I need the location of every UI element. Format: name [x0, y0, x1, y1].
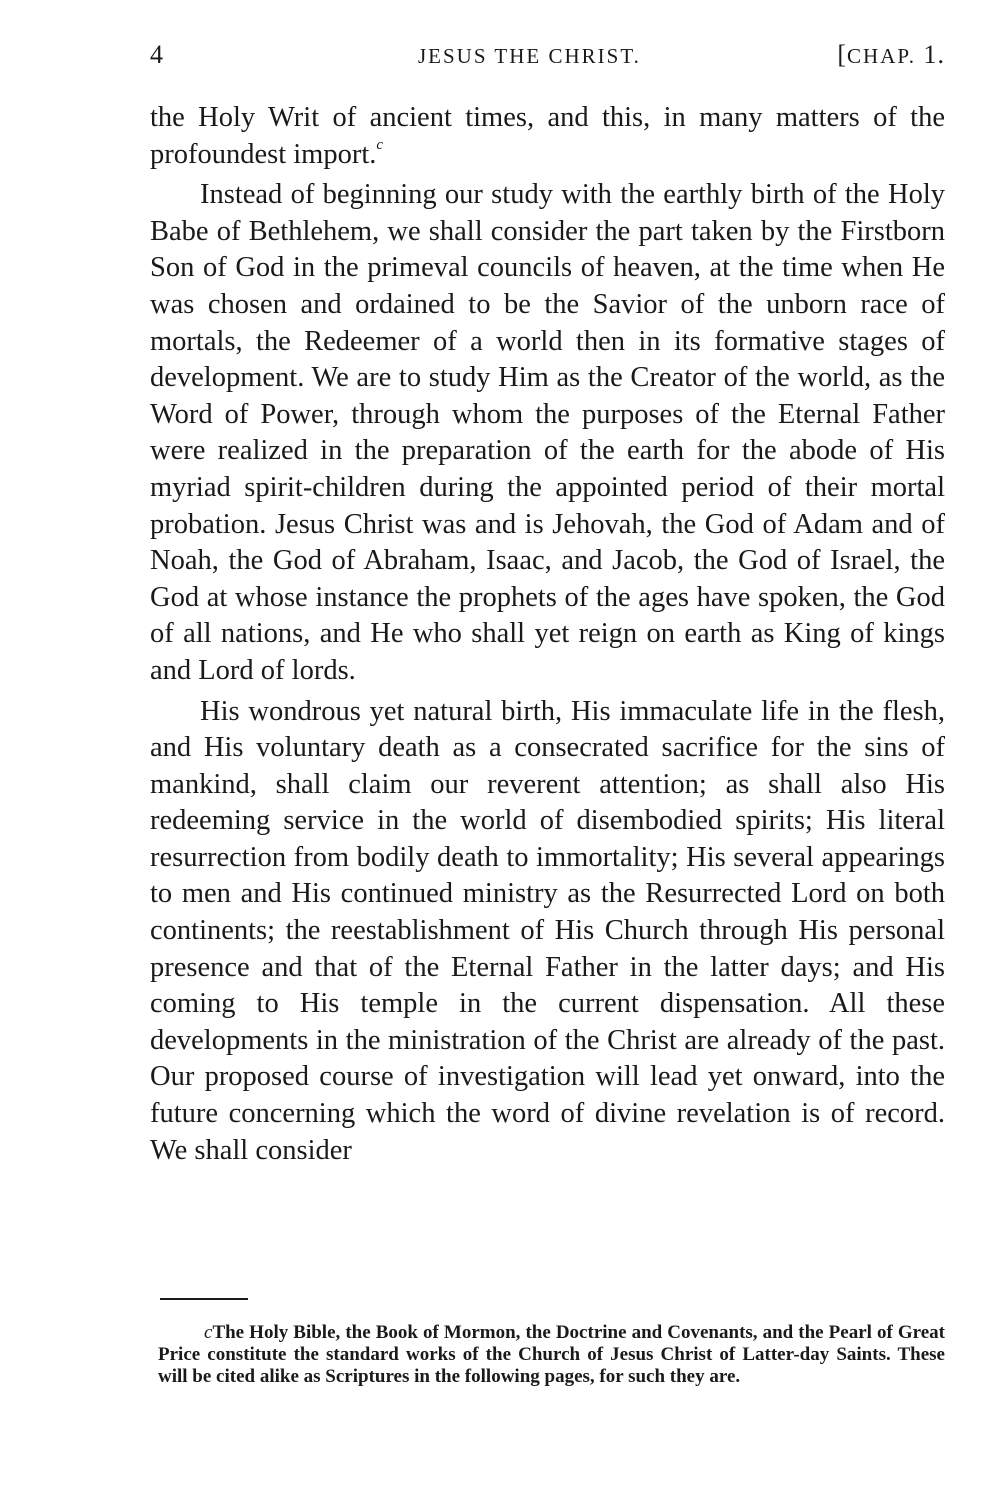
footnote [158, 1322, 945, 1388]
body-text [150, 100, 945, 1169]
chapter-indicator [837, 40, 945, 70]
chapter-label: CHAP. [847, 44, 916, 68]
paragraph-text: the Holy Writ of ancient times, and this, in many matters of the profoundest import. [150, 102, 945, 170]
page-number: 4 [150, 40, 164, 69]
paragraph-continued [150, 100, 945, 173]
chapter-number: 1. [923, 40, 945, 69]
chapter-bracket: [ [837, 40, 848, 69]
footnote-divider [160, 1298, 248, 1300]
footnote-text: The Holy Bible, the Book of Mormon, the Doctrine and Covenants, and the Pearl of Great Price constitute the standard works of the Church of Jesus Christ of Latter-day Saints. These will be cited alike as Scriptures in the following pages, for such they are. [158, 1322, 945, 1387]
running-head [150, 40, 945, 80]
book-title: JESUS THE CHRIST. [418, 44, 641, 68]
paragraph: Instead of beginning our study with the earthly birth of the Holy Babe of Bethlehem, we shall consider the part taken by the Firstborn Son of God in the primeval councils of heaven, at the time when He was chosen and ordained to be the Savior of the unborn race of mortals, the Redeemer of a world then in its formative stages of development. We are to study Him as the Creator of the world, as the Word of Power, through whom the purposes of the Eternal Father were realized in the preparation of the earth for the abode of His myriad spirit-children during the appointed period of their mortal probation. Jesus Christ was and is Jehovah, the God of Adam and of Noah, the God of Abraham, Isaac, and Jacob, the God of Israel, the God at whose instance the prophets of the ages have spoken, the God of all nations, and He who shall yet reign on earth as King of kings and Lord of lords. [150, 179, 945, 686]
paragraph: His wondrous yet natural birth, His immaculate life in the flesh, and His voluntary death as a consecrated sacrifice for the sins of mankind, shall claim our reverent attention; as shall also His redeeming service in the world of disembodied spirits; His literal resurrection from bodily death to immortality; His several appearings to men and His continued ministry as the Resurrected Lord on both continents; the reestablishment of His Church through His personal presence and that of the Eternal Father in the latter days; and His coming to His temple in the current dispensation. All these developments in the ministration of the Christ are already of the past. Our proposed course of investigation will lead yet onward, into the future concerning which the word of divine revelation is of record. We shall consider [150, 695, 945, 1166]
footnote-reference: c [376, 136, 384, 153]
book-page [150, 40, 945, 1173]
footnote-mark: c [204, 1322, 213, 1343]
